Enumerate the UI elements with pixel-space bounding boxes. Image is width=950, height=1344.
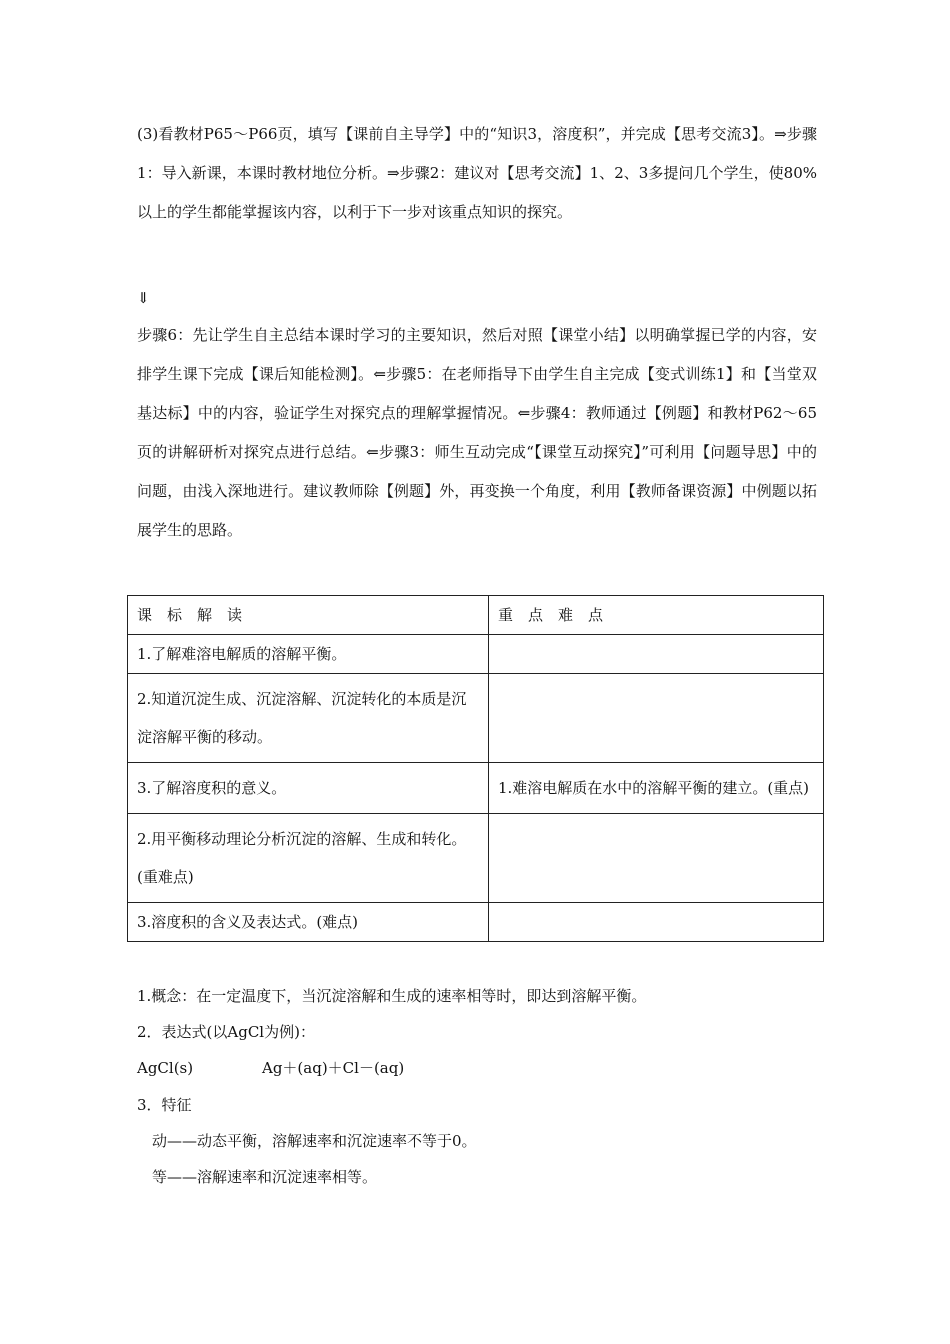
equation-left: AgCl(s) <box>137 1059 194 1077</box>
header-curriculum-interpretation: 课 标 解 读 <box>128 596 489 635</box>
table-row <box>128 763 824 814</box>
feature-dynamic: 动——动态平衡，溶解速率和沉淀速率不等于0。 <box>152 1132 477 1150</box>
feature-equal: 等——溶解速率和沉淀速率相等。 <box>152 1168 378 1186</box>
table-row <box>128 814 824 903</box>
table-cell-right <box>489 674 824 763</box>
features-title: 3．特征 <box>137 1096 192 1114</box>
table-cell-left: 2.知道沉淀生成、沉淀溶解、沉淀转化的本质是沉淀溶解平衡的移动。 <box>128 674 489 763</box>
table-cell-left: 1.了解难溶电解质的溶解平衡。 <box>128 635 489 674</box>
header-key-difficult-points: 重 点 难 点 <box>489 596 824 635</box>
expression-title: 2．表达式(以AgCl为例)： <box>137 1023 315 1041</box>
paragraph-steps-detail: 步骤6：先让学生自主总结本课时学习的主要知识，然后对照【课堂小结】以明确掌握已学的内容，安排学生课下完成【课后知能检测】。⇐步骤5：在老师指导下由学生自主完成【变式训练1】和【当堂双基达标】中的内容，验证学生对探究点的理解掌握情况。⇐步骤4：教师通过【例题】和教材P62～65页的讲解研析对探究点进行总结。⇐步骤3：师生互动完成“【课堂互动探究】”可利用【问题导思】中的问题，由浅入深地进行。建议教师除【例题】外，再变换一个角度，利用【教师备课资源】中例题以拓展学生的思路。 <box>137 326 817 539</box>
table-row <box>128 903 824 942</box>
table-cell-left: 3.了解溶度积的意义。 <box>128 763 489 814</box>
table-cell-left: 3.溶度积的含义及表达式。(难点) <box>128 903 489 942</box>
table-row <box>128 674 824 763</box>
curriculum-table <box>127 595 824 942</box>
concept-line: 1.概念：在一定温度下，当沉淀溶解和生成的速率相等时，即达到溶解平衡。 <box>137 987 647 1005</box>
table-row <box>128 635 824 674</box>
equation-right: Ag＋(aq)＋Cl－(aq) <box>262 1059 405 1077</box>
table-cell-right <box>489 903 824 942</box>
table-cell-right <box>489 635 824 674</box>
table-cell-right: 1.难溶电解质在水中的溶解平衡的建立。(重点) <box>489 763 824 814</box>
table-cell-left: 2.用平衡移动理论分析沉淀的溶解、生成和转化。(重难点) <box>128 814 489 903</box>
table-header-row <box>128 596 824 635</box>
table-cell-right <box>489 814 824 903</box>
down-arrow-icon: ⇓ <box>137 289 150 307</box>
paragraph-steps-intro: (3)看教材P65～P66页，填写【课前自主导学】中的“知识3，溶度积”，并完成【思考交流3】。⇒步骤1：导入新课，本课时教材地位分析。⇒步骤2：建议对【思考交流】1、2、3多提问几个学生，使80%以上的学生都能掌握该内容，以利于下一步对该重点知识的探究。 <box>137 125 817 221</box>
